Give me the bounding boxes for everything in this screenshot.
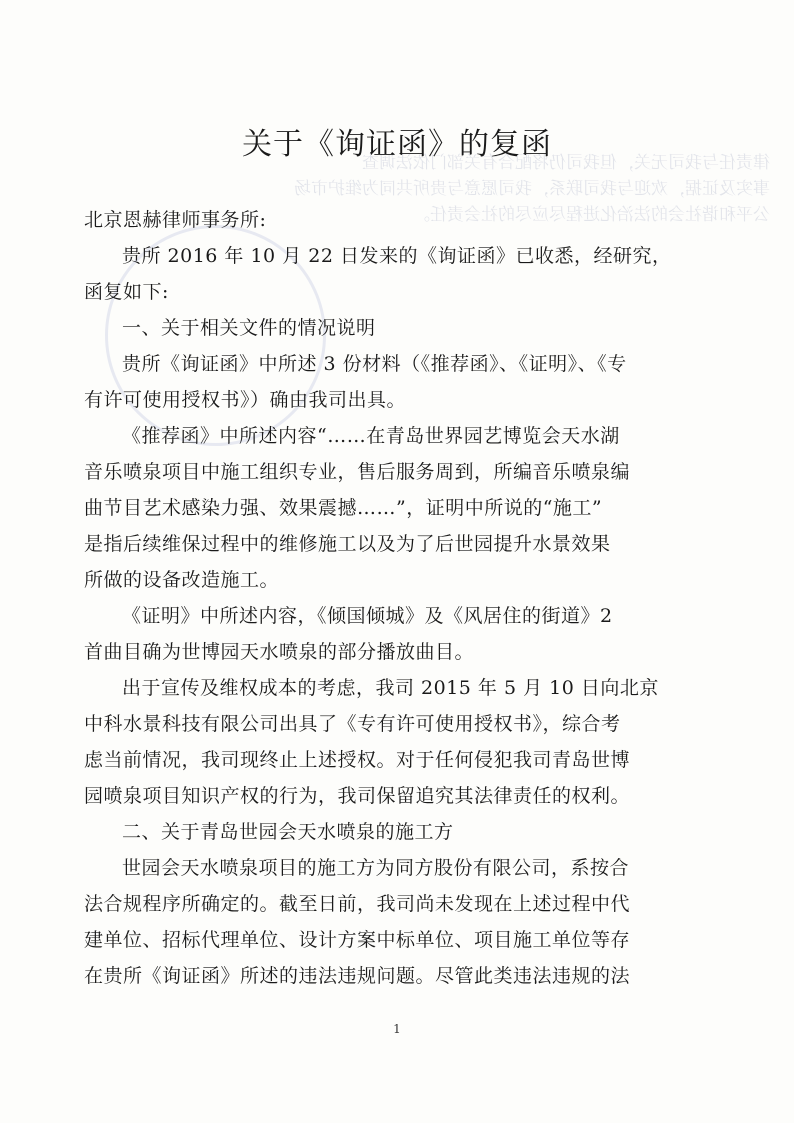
body-text-line: 是指后续维保过程中的维修施工以及为了后世园提升水景效果 [84, 533, 611, 555]
document-title: 关于《询证函》的复函 [242, 127, 552, 162]
document-body [84, 202, 704, 994]
body-text-line: 在贵所《询证函》所述的违法违规问题。尽管此类违法违规的法 [84, 965, 631, 987]
body-text-line: 建单位、招标代理单位、设计方案中标单位、项目施工单位等存 [84, 929, 631, 951]
body-text-line: 《推荐函》中所述内容“……在青岛世界园艺博览会天水湖 [122, 425, 620, 447]
body-text-line: 函复如下: [84, 281, 169, 303]
bleed-line: 事实及证据，欢迎与我司联系，我司愿意与贵所共同为维护市场 [294, 179, 770, 199]
body-text-line: 中科水景科技有限公司出具了《专有许可使用授权书》，综合考 [84, 713, 621, 735]
section-heading: 二、关于青岛世园会天水喷泉的施工方 [122, 821, 454, 843]
body-text-line: 虑当前情况，我司现终止上述授权。对于任何侵犯我司青岛世博 [84, 749, 631, 771]
body-text-line: 世园会天水喷泉项目的施工方为同方股份有限公司，系按合 [122, 857, 630, 879]
bleed-line: 公平和谐社会的法治化进程尽应尽的社会责任。 [413, 205, 770, 225]
bleed-line: 律责任与我司无关，但我司仍将配合有关部门依法调查 [362, 153, 770, 173]
section-heading: 一、关于相关文件的情况说明 [122, 317, 376, 339]
body-text-line: 法合规程序所确定的。截至日前，我司尚未发现在上述过程中代 [84, 893, 631, 915]
body-text-line: 园喷泉项目知识产权的行为，我司保留追究其法律责任的权利。 [84, 785, 631, 807]
body-text-line: 贵所《询证函》中所述 3 份材料（《推荐函》、《证明》、《专 [122, 353, 627, 375]
body-text-line: 出于宣传及维权成本的考虑，我司 2015 年 5 月 10 日向北京 [122, 677, 659, 699]
page-number: 1 [393, 1022, 401, 1036]
body-text-line: 首曲目确为世博园天水喷泉的部分播放曲目。 [84, 641, 475, 663]
body-text-line: 贵所 2016 年 10 月 22 日发来的《询证函》已收悉，经研究， [122, 245, 672, 267]
body-text-line: 音乐喷泉项目中施工组织专业，售后服务周到，所编音乐喷泉编 [84, 461, 631, 483]
body-text-line: 《证明》中所述内容，《倾国倾城》及《风居住的街道》2 [122, 605, 613, 627]
body-text-line: 曲节目艺术感染力强、效果震撼……”，证明中所说的“施工” [84, 497, 603, 519]
body-text-line: 北京恩赫律师事务所: [84, 209, 267, 231]
body-text-line: 有许可使用授权书》）确由我司出具。 [84, 389, 407, 411]
body-text-line: 所做的设备改造施工。 [84, 569, 280, 591]
